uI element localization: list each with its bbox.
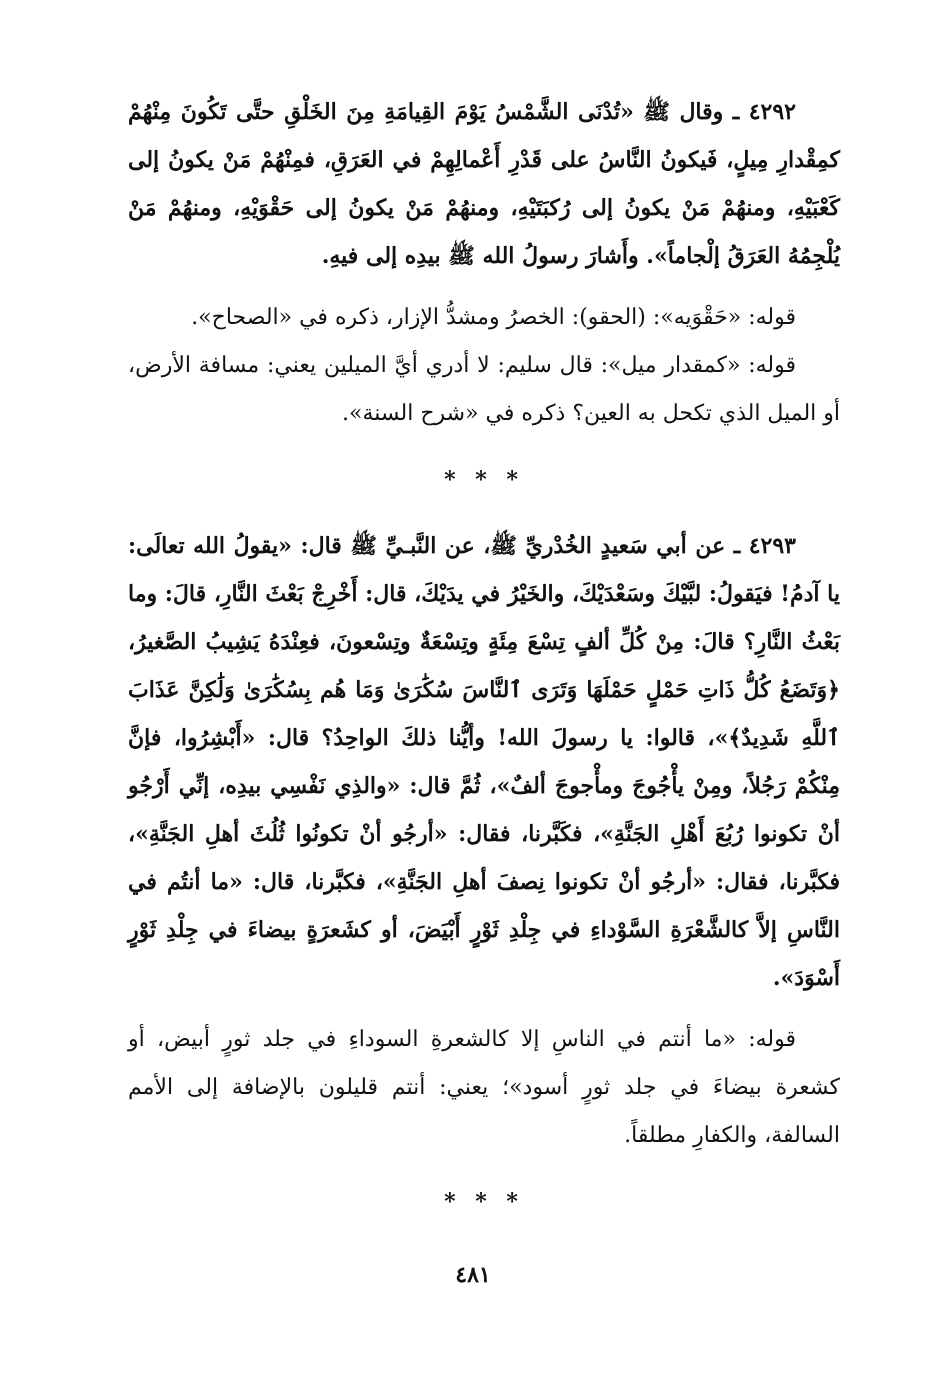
commentary-haqwayhi: قوله: «حَقْوَيه»: (الحقو): الخصرُ ومشدُّ الإزار، ذكره في «الصحاح». — [191, 305, 796, 330]
hadith-4293: ٤٢٩٣ ـ عن أبي سَعيدٍ الخُدْريِّ ﷺ، عن النَّبـيِّ ﷺ قال: «يقولُ الله تعالَى: يا آدمُ! فيَقولُ: لبَّيْكَ وسَعْدَيْكَ، والخَيْرُ في يدَيْكَ، قال: أَخْرِجْ بَعْثَ النَّارِ، قالَ: وما بَعْثُ النَّارِ؟ قالَ: مِنْ كُلِّ ألفٍ تِسْعَ مِئَةٍ وتِسْعَةٌ وتِسْعونَ، فعِنْدَهُ يَشِيبُ الصَّغيرُ، ﴿وَتَضَعُ كُلُّ ذَاتِ حَمْلٍ حَمْلَهَا وَتَرَى ٱلنَّاسَ سُكَٰرَىٰ وَمَا هُم بِسُكَٰرَىٰ وَلَٰكِنَّ عَذَابَ ٱللَّهِ شَدِيدٌ﴾»، قالوا: يا رسولَ الله! وأيُّنا ذلكَ الواحِدُ؟ قال: «أَبْشِرُوا، فإنَّ مِنْكُمْ رَجُلاً، ومِنْ يأْجُوجَ ومأْجوجَ ألفٌ»، ثُمَّ قال: «والذِي نَفْسِي بيدِه، إنِّي أَرْجُو أنْ تكونوا رُبُعَ أَهْلِ الجَنَّةِ»، فكَبَّرنا، فقال: «أرجُو أنْ تكونُوا ثُلُثَ أهلِ الجَنَّةِ»، فكبَّرنا، فقال: «أرجُو أنْ تكونوا نِصفَ أهلِ الجَنَّةِ»، فكبَّرنا، قال: «ما أنتُم في النَّاسِ إلاَّ كالشَّعْرَةِ السَّوْداءِ في جِلْدِ ثَوْرٍ أَبْيَضَ، أو كشَعرَةٍ بيضاءَ في جِلْدِ ثَوْرٍ أَسْوَدَ». — [128, 533, 840, 991]
section-separator: * * * — [444, 467, 524, 493]
page-number: ٤٨١ — [455, 1262, 491, 1288]
commentary-hair-metaphor: قوله: «ما أنتم في الناسِ إلا كالشعرةِ السوداءِ في جلد ثورٍ أبيض، أو كشعرة بيضاءَ في جلد ثورٍ أسود»؛ يعني: أنتم قليلون بالإضافة إلى الأمم السالفة، والكفارِ مطلقاً. — [128, 1027, 840, 1148]
commentary-miqdar-mil: قوله: «كمقدار ميل»: قال سليم: لا أدري أيَّ الميلين يعني: مسافة الأرض، أو الميل الذي تكحل به العين؟ ذكره في «شرح السنة». — [128, 353, 840, 426]
section-separator: * * * — [444, 1189, 524, 1215]
page-body — [128, 88, 840, 1222]
hadith-4292: ٤٢٩٢ ـ وقال ﷺ «تُدْنَى الشَّمْسُ يَوْمَ القِيامَةِ مِنَ الخَلْقِ حتَّى تَكُونَ مِنْهُمْ كمِقْدارِ مِيلٍ، فَيكونُ النَّاسُ على قَدْرِ أَعْمالِهِمْ في العَرَقِ، فمِنْهُمْ مَنْ يكونُ إلى كَعْبَيْهِ، ومنهُمْ مَنْ يكونُ إلى رُكبَتَيْهِ، ومنهُمْ مَنْ يكونُ إلى حَقْوَيْهِ، ومنهُمْ مَنْ يُلْجِمُهُ العَرَقُ إلْجاماً». وأَشارَ رسولُ الله ﷺ بيدِه إلى فيهِ. — [128, 99, 840, 269]
